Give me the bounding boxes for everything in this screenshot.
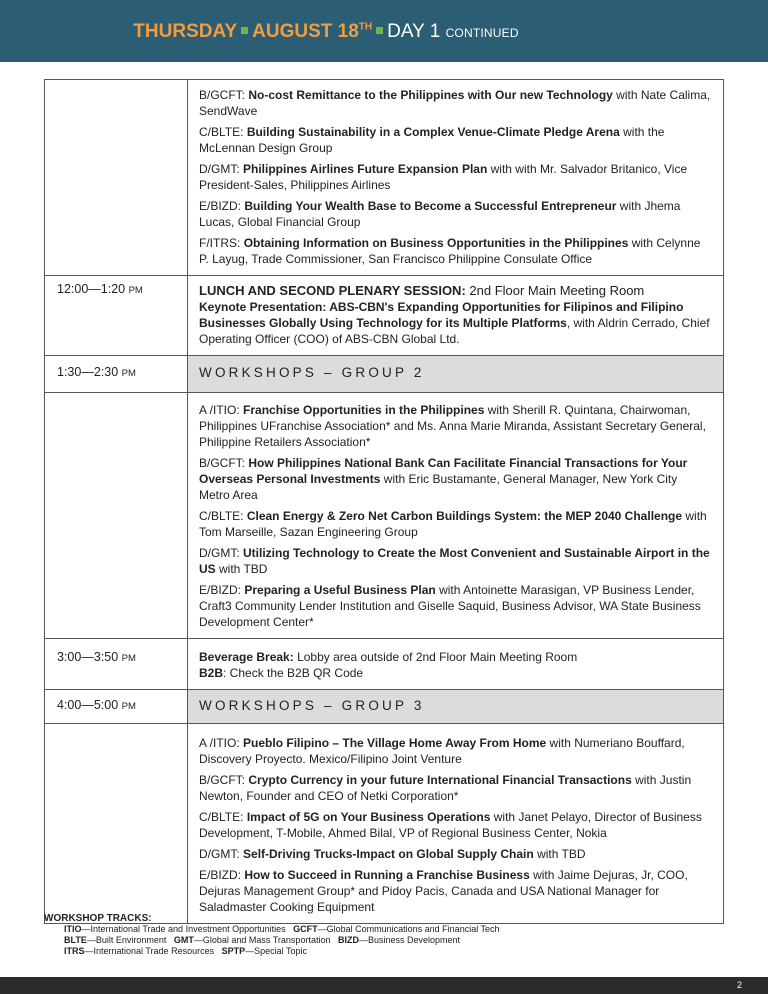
- session-item: [199, 867, 711, 915]
- tracks-line: [44, 946, 500, 957]
- time-label: 4:00—5:00: [57, 698, 119, 712]
- session-speakers: with with Mr. Salvador Britanico, Vice President-Sales, Philippines Airlines: [199, 162, 688, 192]
- session-title: Preparing a Useful Business Plan: [244, 583, 436, 597]
- pm-label: PM: [121, 653, 136, 664]
- page-header-title: [133, 21, 518, 43]
- beverage-break-text: Lobby area outside of 2nd Floor Main Meeting Room: [293, 650, 578, 664]
- session-item: [199, 455, 711, 503]
- time-cell: [45, 276, 188, 355]
- b2b-text: : Check the B2B QR Code: [223, 666, 364, 680]
- track-code: C/BLTE:: [199, 125, 244, 139]
- track-code: C/BLTE:: [199, 810, 244, 824]
- track-code: F/ITRS:: [199, 236, 241, 250]
- page-footer-bar: [0, 977, 768, 994]
- session-item: [199, 87, 711, 119]
- header-date: [252, 21, 372, 42]
- track-code: B/GCFT:: [199, 773, 246, 787]
- schedule-row-break: [45, 639, 723, 690]
- green-square-divider: [241, 27, 248, 34]
- track-abbrev: ITRS: [64, 946, 85, 956]
- track-abbrev: SPTP: [221, 946, 246, 956]
- schedule-row-workshops-group2: [45, 356, 723, 393]
- track-description: —Business Development: [358, 935, 461, 945]
- content-cell: [188, 393, 723, 638]
- session-title: Utilizing Technology to Create the Most Convenient and Sustainable Airport in the US: [199, 546, 710, 576]
- pm-label: PM: [128, 285, 143, 296]
- page-number: 2: [736, 980, 742, 990]
- track-code: E/BIZD:: [199, 199, 242, 213]
- track-description: —Global Communications and Financial Tech: [317, 924, 500, 934]
- session-title: Building Sustainability in a Complex Venue-Climate Pledge Arena: [246, 125, 620, 139]
- session-speakers: with Jaime Dejuras, Jr, COO, Dejuras Management Group* and Pidoy Pacis, Canada and USA National Manager for Saladmaster Cooking Equipment: [199, 868, 688, 914]
- beverage-break-line: [199, 649, 711, 665]
- session-item: [199, 508, 711, 540]
- workshop-group-label: WORKSHOPS – GROUP 2: [188, 356, 723, 392]
- time-cell: [45, 80, 188, 275]
- session-item: [199, 161, 711, 193]
- b2b-line: [199, 665, 711, 681]
- session-title: Crypto Currency in your future International Financial Transactions: [248, 773, 632, 787]
- track-description: —International Trade Resources: [84, 946, 222, 956]
- track-code: D/GMT:: [199, 546, 240, 560]
- track-description: —International Trade and Investment Opportunities: [81, 924, 294, 934]
- schedule-row-workshops-group3-items: [45, 724, 723, 924]
- track-abbrev: BLTE: [64, 935, 87, 945]
- time-cell: [45, 356, 188, 392]
- keynote-speaker: , with Aldrin Cerrado, Chief Operating Officer (COO) of ABS-CBN Global Ltd.: [199, 316, 710, 346]
- session-speakers: with Tom Marseille, Sazan Engineering Group: [199, 509, 707, 539]
- session-speakers: with TBD: [533, 847, 586, 861]
- time-label: 1:30—2:30: [57, 365, 119, 379]
- green-square-divider: [376, 27, 383, 34]
- session-item: [199, 198, 711, 230]
- tracks-line: [44, 924, 500, 935]
- track-code: B/GCFT:: [199, 456, 246, 470]
- session-item: [199, 124, 711, 156]
- lunch-heading: LUNCH AND SECOND PLENARY SESSION:: [199, 283, 466, 298]
- session-title: No-cost Remittance to the Philippines with Our new Technology: [248, 88, 613, 102]
- track-code: C/BLTE:: [199, 509, 244, 523]
- content-cell: [188, 80, 723, 275]
- session-item: [199, 582, 711, 630]
- session-speakers: with Nate Calima, SendWave: [199, 88, 711, 118]
- tracks-line: [44, 935, 500, 946]
- session-title: Philippines Airlines Future Expansion Plan: [243, 162, 488, 176]
- header-day-label: DAY 1: [387, 21, 441, 42]
- content-cell: [188, 724, 723, 923]
- session-speakers: with Janet Pelayo, Director of Business Development, T-Mobile, Ahmed Bilal, VP of Regional Business Center, Nokia: [199, 810, 702, 840]
- session-title: Building Your Wealth Base to Become a Successful Entrepreneur: [244, 199, 617, 213]
- session-item: [199, 545, 711, 577]
- b2b-label: B2B: [199, 666, 224, 680]
- track-code: D/GMT:: [199, 162, 240, 176]
- time-cell: [45, 639, 188, 689]
- schedule-row-workshops-group3: [45, 690, 723, 724]
- keynote-line: [199, 299, 711, 347]
- track-description: —Global and Mass Transportation: [193, 935, 338, 945]
- time-cell: [45, 724, 188, 923]
- session-speakers: with Sherill R. Quintana, Chairwoman, Philippines UFranchise Association* and Ms. Anna Marie Miranda, Assistant Secretary General, Philippine Retailers Association*: [199, 403, 706, 449]
- session-title: How to Succeed in Running a Franchise Business: [244, 868, 530, 882]
- keynote-title: Keynote Presentation: ABS-CBN's Expanding Opportunities for Filipinos and Filipino Businesses Globally Using Technology for its Multiple Platforms: [199, 300, 684, 330]
- session-title: Impact of 5G on Your Business Operations: [246, 810, 491, 824]
- schedule-row-workshops-group2-items: [45, 393, 723, 639]
- schedule-row-workshops-group1-cont: [45, 80, 723, 276]
- track-code: B/GCFT:: [199, 88, 246, 102]
- session-speakers: with the McLennan Design Group: [199, 125, 665, 155]
- time-label: 3:00—3:50: [57, 650, 119, 664]
- track-abbrev: ITIO: [64, 924, 82, 934]
- lunch-heading-line: [199, 282, 711, 299]
- session-speakers: with Numeriano Bouffard, Discovery Proyecto. Mexico/Filipino Joint Venture: [199, 736, 685, 766]
- session-title: Pueblo Filipino – The Village Home Away From Home: [243, 736, 547, 750]
- session-title: Obtaining Information on Business Opportunities in the Philippines: [243, 236, 629, 250]
- session-title: Clean Energy & Zero Net Carbon Buildings System: the MEP 2040 Challenge: [246, 509, 683, 523]
- session-item: [199, 772, 711, 804]
- session-item: [199, 846, 711, 862]
- header-month-date: AUGUST 18: [252, 21, 359, 42]
- track-code: E/BIZD:: [199, 583, 242, 597]
- session-item: [199, 735, 711, 767]
- time-cell: [45, 690, 188, 723]
- time-label: 12:00—1:20: [57, 282, 126, 296]
- header-day: THURSDAY: [133, 21, 238, 42]
- track-code: A /ITIO:: [199, 736, 240, 750]
- session-speakers: with Eric Bustamante, General Manager, New York City Metro Area: [199, 472, 678, 502]
- lunch-location: 2nd Floor Main Meeting Room: [465, 283, 645, 298]
- workshop-tracks-title: WORKSHOP TRACKS:: [44, 913, 152, 924]
- header-date-suffix: TH: [358, 21, 373, 33]
- session-speakers: with Justin Newton, Founder and CEO of Netki Corporation*: [199, 773, 692, 803]
- session-item: [199, 809, 711, 841]
- track-code: A /ITIO:: [199, 403, 240, 417]
- track-description: —Built Environment: [86, 935, 174, 945]
- content-cell: [188, 276, 723, 355]
- track-abbrev: GCFT: [293, 924, 318, 934]
- schedule-row-lunch: [45, 276, 723, 356]
- pm-label: PM: [121, 701, 136, 712]
- schedule-table: [44, 79, 724, 924]
- beverage-break-label: Beverage Break:: [199, 650, 294, 664]
- session-title: Franchise Opportunities in the Philippines: [243, 403, 485, 417]
- workshop-group-label: WORKSHOPS – GROUP 3: [188, 690, 723, 723]
- session-item: [199, 402, 711, 450]
- session-item: [199, 235, 711, 267]
- session-speakers: with Celynne P. Layug, Trade Commissioner, San Francisco Philippine Consulate Office: [199, 236, 701, 266]
- session-speakers: with Jhema Lucas, Global Financial Group: [199, 199, 681, 229]
- time-cell: [45, 393, 188, 638]
- header-continued: CONTINUED: [445, 26, 519, 40]
- track-code: E/BIZD:: [199, 868, 242, 882]
- workshop-tracks-legend: [44, 913, 500, 957]
- page-header-bar: [0, 0, 768, 62]
- session-title: How Philippines National Bank Can Facilitate Financial Transactions for Your Overseas Personal Investments: [199, 456, 688, 486]
- track-abbrev: GMT: [173, 935, 194, 945]
- track-description: —Special Topic: [245, 946, 307, 956]
- session-title: Self-Driving Trucks-Impact on Global Supply Chain: [243, 847, 534, 861]
- content-cell: [188, 639, 723, 689]
- session-speakers: with Antoinette Marasigan, VP Business Lender, Craft3 Community Lender Institution and Giselle Saquid, Business Advisor, WA State Business Development Center*: [199, 583, 701, 629]
- pm-label: PM: [121, 368, 136, 379]
- track-code: D/GMT:: [199, 847, 240, 861]
- session-speakers: with TBD: [215, 562, 268, 576]
- track-abbrev: BIZD: [337, 935, 359, 945]
